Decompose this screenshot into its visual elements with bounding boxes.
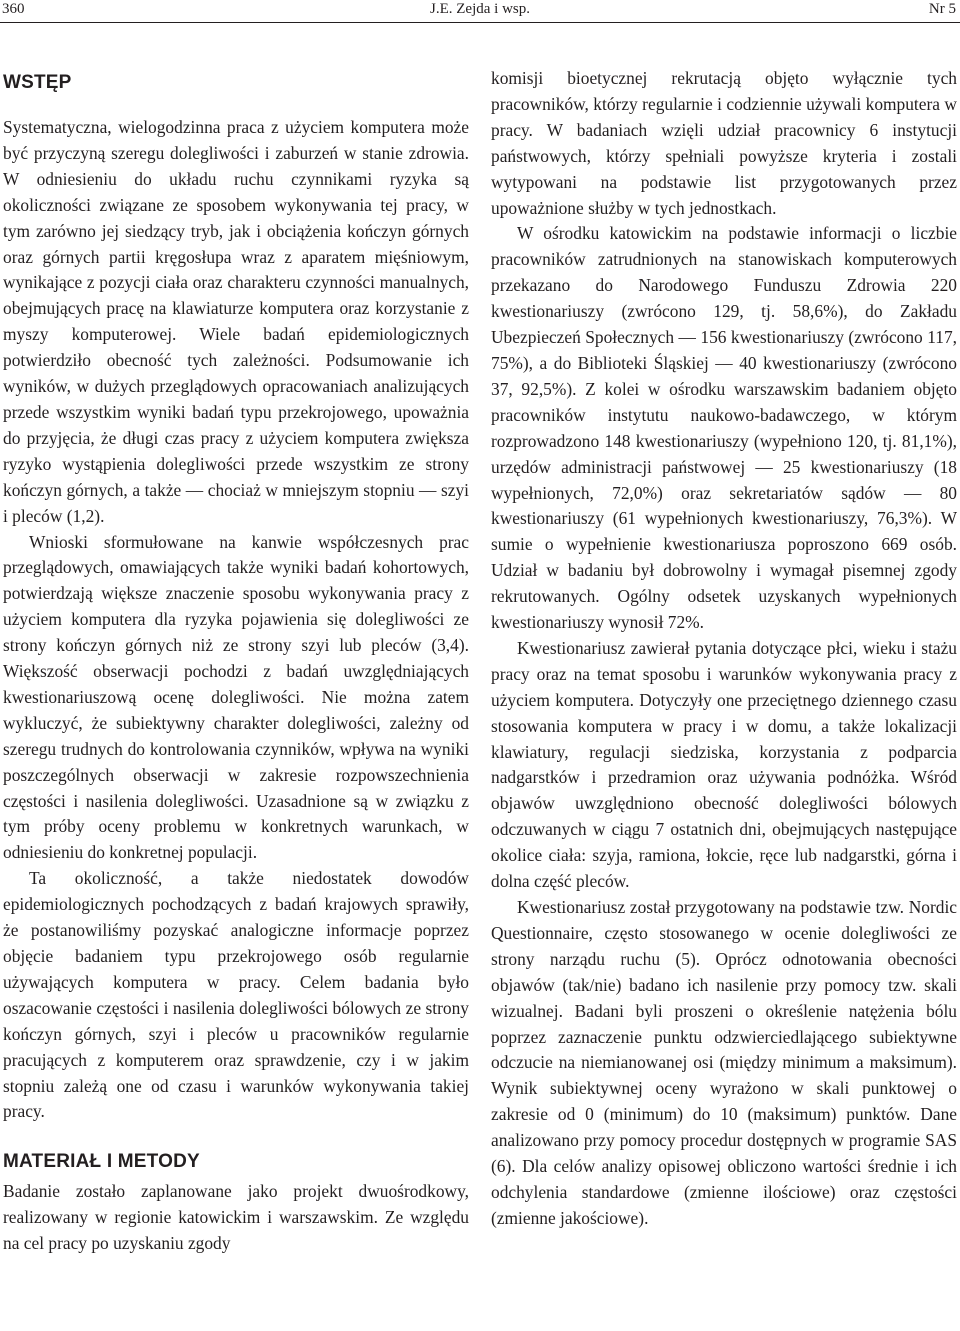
methods-paragraph-analysis: Kwestionariusz został przygotowany na podstawie tzw. Nordic Questionnaire, często stosowanego w ocenie dolegliwości ze strony narządu ruchu (5). Oprócz odnotowania obecności objawów (tak/nie) badano ich nasilenie przy pomocy tzw. skali wizualnej. Badani byli proszeni o określenie natężenia bólu poprzez zaznaczenie punktu odzwierciedlającego subiektywne odczucie na niemianowanej osi (między minimum a maksimum). Wynik subiektywnej oceny wyrażono w skali punktowej o zakresie od 0 (minimum) do 10 (maksimum) punktów. Dane analizowano przy pomocy procedur dostępnych w programie SAS (6). Dla celów analizy opisowej obliczono wartości średnie i ich odchylenia standardowe (zmienne ilościowe) oraz częstości (zmienne jakościowe). xyxy=(491,897,957,1228)
header-rule xyxy=(0,22,960,23)
right-column xyxy=(491,66,957,1232)
methods-paragraph-1: Badanie zostało zaplanowane jako projekt dwuośrodkowy, realizowany w regionie katowickim i warszawskim. Ze względu na cel pracy po uzyskaniu zgody xyxy=(3,1181,469,1254)
intro-paragraph-2: Wnioski sformułowane na kanwie współczesnych prac przeglądowych, omawiających także wyniki badań kohortowych, potwierdzają większe znaczenie sposobu wykonywania pracy z użyciem komputera dla ryzyka pojawienia się dolegliwości ze strony kończyn górnych niż ze strony szyi lub pleców (3,4). Większość obserwacji pochodzi z badań uwzględniających kwestionariuszową ocenę dolegliwości. Nie można zatem wykluczyć, że subiektywny charakter dolegliwości, zależny od szeregu trudnych do kontrolowania czynników, wpływa na wyniki poszczególnych obserwacji w zakresie rozpowszechnienia częstości i nasilenia dolegliwości. Uzasadnione są w związku z tym próby oceny problemu w konkretnych warunkach, w odniesieniu do konkretnej populacji. xyxy=(3,531,469,863)
running-header xyxy=(0,0,960,22)
running-title-authors: J.E. Zejda i wsp. xyxy=(430,1,530,17)
section-heading-intro: WSTĘP xyxy=(3,72,72,93)
intro-paragraph-3: Ta okoliczność, a także niedostatek dowodów epidemiologicznych pochodzących z badań krajowych sprawiły, że postanowiliśmy pozyskać analogiczne informacje poprzez objęcie badaniem typu przekrojowego osób regularnie używających komputera w pracy. Celem badania było oszacowanie częstości i nasilenia dolegliwości bólowych ze strony kończyn górnych, szyi i pleców u pracowników regularnie pracujących z komputerem oraz sprawdzenie, czy i w jakim stopniu zależą one od czasu i warunków wykonywania takiej pracy. xyxy=(3,868,469,1122)
methods-paragraph-recruitment: W ośrodku katowickim na podstawie informacji o liczbie pracowników zatrudnionych na stanowiskach komputerowych przekazano do Narodowego Funduszu Zdrowia 220 kwestionariuszy (zwrócono 129, tj. 58,6%), do Zakładu Ubezpieczeń Społecznych — 156 kwestionariuszy (zwrócono 117, 75%), a do Biblioteki Śląskiej — 40 kwestionariuszy (zwrócono 37, 92,5%). Z kolei w ośrodku warszawskim badaniem objęto pracowników instytutu naukowo-badawczego, w którym rozprowadzono 148 kwestionariuszy (wypełniono 120, tj. 81,1%), urzędów administracji państwowej — 25 kwestionariuszy (18 wypełnionych, 72,0%) oraz sekretariatów sądów — 80 kwestionariuszy (61 wypełnionych kwestionariuszy, 76,3%). W sumie o wypełnienie kwestionariusza poproszono 669 osób. Udział w badaniu był dobrowolny i wymagał pisemnej zgody rekrutowanych. Ogólny odsetek uzyskanych wypełnionych kwestionariuszy wynosił 72%. xyxy=(491,223,957,633)
page-number: 360 xyxy=(2,1,25,17)
methods-paragraph-questionnaire: Kwestionariusz zawierał pytania dotyczące płci, wieku i stażu pracy oraz na temat sposobu i warunków wykonywania pracy z użyciem komputera. Dotyczyły one przeciętnego dziennego czasu stosowania komputera w pracy i w domu, a także lokalizacji klawiatury, regulacji siedziska, korzystania z podparcia nadgarstków i przedramion oraz używania podnóżka. Wśród objawów uwzględniono obecność dolegliwości bólowych odczuwanych w ciągu 7 ostatnich dni, obejmujących następujące okolice ciała: szyja, ramiona, łokcie, ręce lub nadgarstki, górna i dolna część pleców. xyxy=(491,637,957,892)
issue-number: Nr 5 xyxy=(928,1,956,17)
left-column xyxy=(3,62,469,1257)
section-heading-methods: MATERIAŁ I METODY xyxy=(3,1151,200,1173)
methods-paragraph-continued: komisji bioetycznej rekrutacją objęto wyłącznie tych pracowników, którzy regularnie i codziennie używali komputera w pracy. W badaniach wzięli udział pracownicy 6 instytucji państwowych, którzy spełniali powyższe kryteria i zostali wytypowani na podstawie list przygotowanych przez upoważnione służby w tych jednostkach. xyxy=(491,68,957,218)
intro-paragraph-1: Systematyczna, wielogodzinna praca z użyciem komputera może być przyczyną szeregu dolegliwości i zaburzeń w stanie zdrowia. W odniesieniu do układu ruchu czynnikami ryzyka są okoliczności związane ze sposobem wykonywania tej pracy, w tym zarówno jej siedzący tryb, jak i obciążenia kończyn górnych oraz górnych partii kręgosłupa wraz z aparatem mięśniowym, wynikające z pozycji ciała oraz charakteru czynności manualnych, obejmujących pracę na klawiaturze komputera oraz korzystanie z myszy komputerowej. Wiele badań epidemiologicznych potwierdziło obecność tych zależności. Podsumowanie ich wyników, w dużych przeglądowych opracowaniach analizujących przede wszystkim wyniki badań typu przekrojowego, upoważnia do przyjęcia, że długi czas pracy z użyciem komputera zwiększa ryzyko wystąpienia dolegliwości przede wszystkim ze strony kończyn górnych, a także — chociaż w mniejszym stopniu — szyi i pleców (1,2). xyxy=(3,117,469,526)
